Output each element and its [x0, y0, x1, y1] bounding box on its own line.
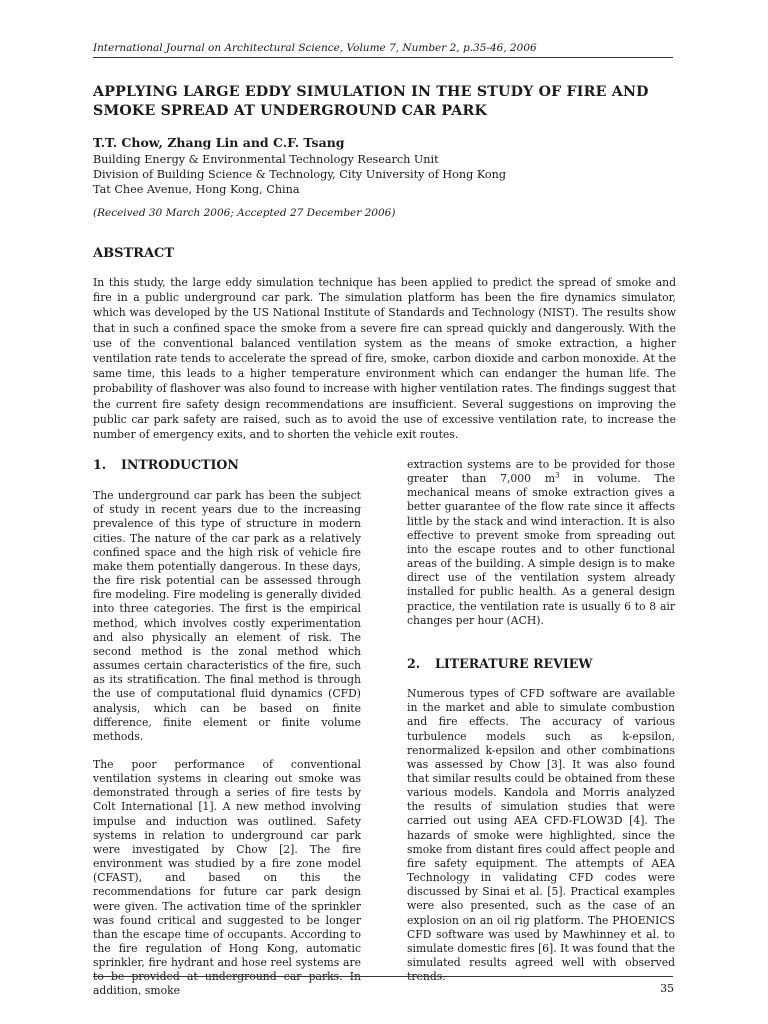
introduction-paragraph-2: The poor performance of conventional ventilation systems in clearing out smoke was demonstrated through a series of fire tests by Colt International [1]. A new method involving impulse and induction was outlined. Safety systems in relation to underground car park were investigated by Chow [2]. The fire environment was studied by a fire zone model (CFAST), and based on this the recommendations for future car park design were given. The activation time of the sprinkler was found critical and suggested to be longer than the escape time of occupants. According to the fire regulation of Hong Kong, automatic sprinkler, fire hydrant and hose reel systems are to be provided at underground car parks. In addition, smoke [93, 757, 361, 998]
superscript: 3 [555, 471, 560, 480]
affiliation-line: Tat Chee Avenue, Hong Kong, China [93, 183, 300, 196]
introduction-paragraph-3 [407, 458, 675, 628]
introduction-paragraph-3-end: in volume. The mechanical means of smoke extraction gives a better guarantee of the flow rate since it affects little by the stack and wind interaction. It is also effective to prevent smoke from spreading out into the escape routes and to other functional areas of the building. A simple design is to make direct use of the ventilation system already installed for public health. As a general design practice, the ventilation rate is usually 6 to 8 air changes per hour (ACH). [407, 472, 675, 627]
header-rule [93, 57, 673, 58]
section-number: 1. [93, 457, 107, 472]
left-column [93, 458, 361, 999]
footer-rule [93, 976, 673, 977]
section-heading-introduction [93, 458, 361, 472]
affiliation-line: Division of Building Science & Technology, City University of Hong Kong [93, 168, 506, 181]
page-number: 35 [660, 982, 674, 995]
section-number: 2. [407, 655, 421, 671]
authors: T.T. Chow, Zhang Lin and C.F. Tsang [93, 135, 345, 150]
affiliation [93, 152, 673, 197]
introduction-paragraph-1: The underground car park has been the subject of study in recent years due to the increasing prevalence of this type of structure in modern cities. The nature of the car park as a relatively confined space and the high risk of vehicle fire make them potentially dangerous. In these days, the fire risk potential can be assessed through fire modeling. Fire modeling is generally divided into three categories. The first is the empirical method, which involves costly experimentation and also physically an element of risk. The second method is the zonal method which assumes certain characteristics of the fire, such as its stratification. The final method is through the use of computational fluid dynamics (CFD) analysis, which can be based on finite difference, finite element or finite volume methods. [93, 489, 361, 743]
introduction-paragraph-3-start: extraction systems are to be provided for those greater than 7,000 m [407, 458, 675, 486]
section-title: LITERATURE REVIEW [435, 655, 593, 671]
received-date: (Received 30 March 2006; Accepted 27 December 2006) [93, 207, 396, 219]
section-heading-literature-review [407, 657, 675, 671]
section-title: INTRODUCTION [121, 457, 239, 472]
literature-paragraph-1: Numerous types of CFD software are available in the market and able to simulate combustion and fire effects. The accuracy of various turbulence models such as k-epsilon, renormalized k-epsilon and other combinations was assessed by Chow [3]. It was also found that similar results could be obtained from these various models. Kandola and Morris analyzed the results of simulation studies that were carried out using AEA CFD-FLOW3D [4]. The hazards of smoke were highlighted, since the smoke from distant fires could affect people and fire safety equipment. The attempts of AEA Technology in validating CFD codes were discussed by Sinai et al. [5]. Practical examples were also presented, such as the case of an explosion on an oil rig platform. The PHOENICS CFD software was used by Mawhinney et al. to simulate domestic fires [6]. It was found that the simulated results agreed well with observed trends. [407, 687, 675, 984]
affiliation-line: Building Energy & Environmental Technology Research Unit [93, 153, 439, 166]
right-column [407, 458, 675, 984]
journal-header: International Journal on Architectural Science, Volume 7, Number 2, p.35-46, 2006 [93, 42, 537, 54]
paper-title: APPLYING LARGE EDDY SIMULATION IN THE STUDY OF FIRE AND SMOKE SPREAD AT UNDERGROUND CAR PARK [93, 84, 649, 119]
abstract-heading: ABSTRACT [93, 246, 175, 261]
abstract-text: In this study, the large eddy simulation technique has been applied to predict the spread of smoke and fire in a public underground car park. The simulation platform has been the fire dynamics simulator, which was developed by the US National Institute of Standards and Technology (NIST). The results show that in such a confined space the smoke from a severe fire can spread quickly and dangerously. With the use of the conventional balanced ventilation system as the means of smoke extraction, a higher ventilation rate tends to accelerate the spread of fire, smoke, carbon dioxide and carbon monoxide. At the same time, this leads to a higher temperature environment which can endanger the human life. The probability of flashover was also found to increase with higher ventilation rates. The findings suggest that the current fire safety design recommendations are insufficient. Several suggestions on improving the public car park safety are raised, such as to avoid the use of excessive ventilation rate, to increase the number of emergency exits, and to shorten the vehicle exit routes. [93, 276, 676, 442]
